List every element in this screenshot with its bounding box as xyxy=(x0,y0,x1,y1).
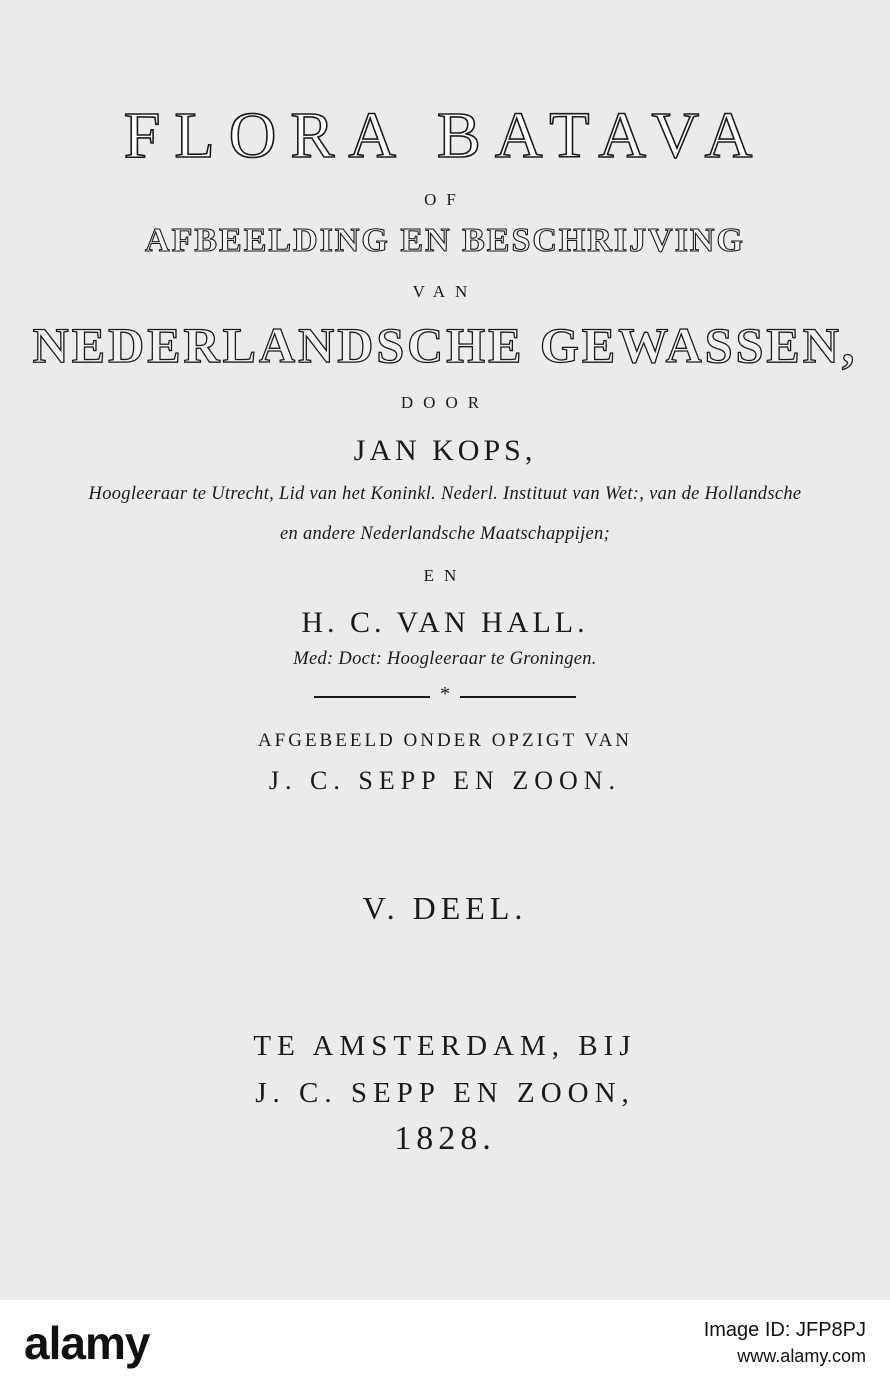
author1-role-line2: en andere Nederlandsche Maatschappijen; xyxy=(279,524,611,544)
author-jan-kops: JAN KOPS, xyxy=(353,434,537,467)
website-link[interactable]: www.alamy.com xyxy=(737,1346,866,1366)
divider-rule-left xyxy=(314,696,430,698)
subject-heading: NEDERLANDSCHE GEWASSEN, xyxy=(32,317,858,373)
author2-role: Med: Doct: Hoogleeraar te Groningen. xyxy=(293,649,597,669)
divider-rule-right xyxy=(460,696,576,698)
illustrator-name: J. C. SEPP EN ZOON. xyxy=(268,766,622,795)
image-id: Image ID: JFP8PJ xyxy=(703,1319,866,1341)
imprint-place: TE AMSTERDAM, BIJ xyxy=(253,1030,637,1062)
star-icon: * xyxy=(440,683,450,705)
en-label: EN xyxy=(423,566,467,585)
book-title: FLORA BATAVA xyxy=(123,99,767,172)
of-label: OF xyxy=(424,190,466,209)
subtitle: AFBEELDING EN BESCHRIJVING xyxy=(145,222,745,259)
door-label: DOOR xyxy=(400,393,490,412)
volume-label: V. DEEL. xyxy=(362,890,528,926)
author-van-hall: H. C. VAN HALL. xyxy=(301,606,589,639)
imprint-year: 1828. xyxy=(394,1120,496,1157)
van-label: VAN xyxy=(412,282,478,301)
imprint-publisher: J. C. SEPP EN ZOON, xyxy=(255,1077,635,1109)
stock-footer xyxy=(0,1300,890,1390)
author1-role-line1: Hoogleeraar te Utrecht, Lid van het Koninkl. Nederl. Instituut van Wet:, van de Hollandsche xyxy=(88,484,802,504)
stock-image-info xyxy=(704,1317,866,1369)
alamy-logo: alamy xyxy=(24,1317,150,1369)
ornamental-divider xyxy=(0,683,890,708)
illustrated-by-label: AFGEBEELD ONDER OPZIGT VAN xyxy=(257,730,633,751)
